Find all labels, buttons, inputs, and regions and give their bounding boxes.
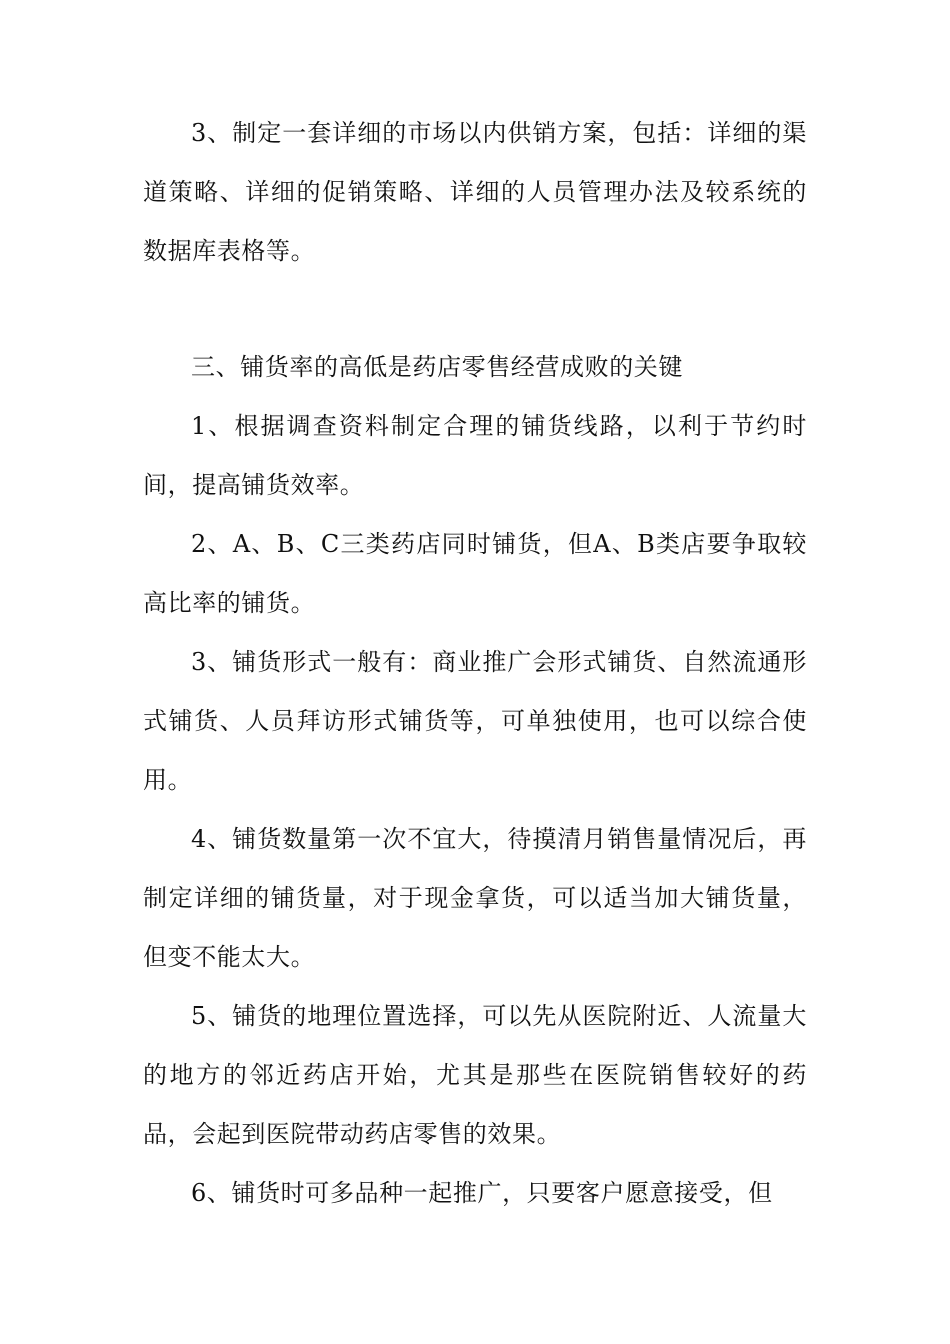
paragraph-supply-plan: 3、制定一套详细的市场以内供销方案，包括：详细的渠道策略、详细的促销策略、详细的人员管理办法及较系统的数据库表格等。 [143,119,807,265]
paragraph-route: 1、根据调查资料制定合理的铺货线路，以利于节约时间，提高铺货效率。 [143,412,807,499]
section-spacer [143,281,807,338]
section-heading: 三、铺货率的高低是药店零售经营成败的关键 [191,353,683,381]
paragraph-quantity: 4、铺货数量第一次不宜大，待摸清月销售量情况后，再制定详细的铺货量，对于现金拿货，可以适当加大铺货量，但变不能太大。 [143,825,807,971]
paragraph-store-classes: 2、A、B、C三类药店同时铺货，但A、B类店要争取较高比率的铺货。 [143,530,807,617]
paragraph-location: 5、铺货的地理位置选择，可以先从医院附近、人流量大的地方的邻近药店开始，尤其是那些在医院销售较好的药品，会起到医院带动药店零售的效果。 [143,1002,807,1148]
document-body [143,104,807,1223]
paragraph-multi-product: 6、铺货时可多品种一起推广，只要客户愿意接受，但 [191,1179,773,1207]
paragraph-forms: 3、铺货形式一般有：商业推广会形式铺货、自然流通形式铺货、人员拜访形式铺货等，可单独使用，也可以综合使用。 [143,648,807,794]
